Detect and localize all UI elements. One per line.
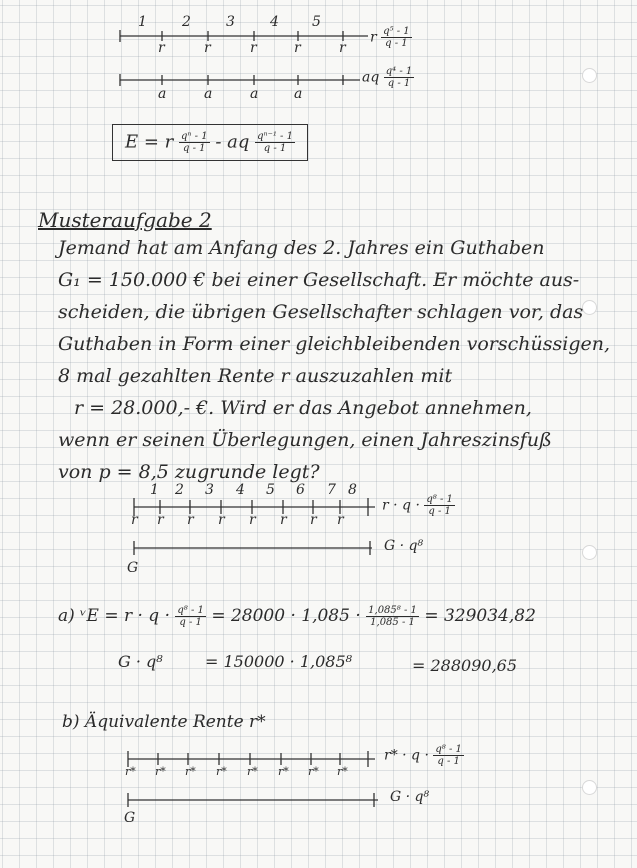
payment-label: r* xyxy=(337,765,348,778)
tick-label: 1 xyxy=(150,482,159,498)
part-a-line1: a) ᵛE = r · q · $\frac{\text{q⁸ - 1}}{q - 1}$ = 28000 · 1,085 · $\frac{\text{1,085⁸ - 1}}{1,085 - 1}$ = 329034,82 xyxy=(58,605,536,628)
tick-label: 6 xyxy=(296,482,305,498)
problem-line: G₁ = 150.000 € bei einer Gesellschaft. Er möchte aus- xyxy=(58,269,580,291)
g-start-label: G xyxy=(124,810,136,826)
payment-label: r* xyxy=(247,765,258,778)
payment-label: r xyxy=(157,512,164,528)
problem-line: 8 mal gezahlten Rente r auszuzahlen mit xyxy=(58,365,453,387)
timeline1b-end-label: aq $\frac{\text{q⁴ - 1}}{q - 1}$ xyxy=(362,66,413,89)
payment-label: r xyxy=(249,512,256,528)
problem-line: Guthaben in Form einer gleichbleibenden vorschüssigen, xyxy=(58,333,611,355)
tick-label: 3 xyxy=(205,482,214,498)
part-a-line2-left: G · q⁸ xyxy=(118,652,163,671)
payment-label: r xyxy=(280,512,287,528)
problem-line: Jemand hat am Anfang des 2. Jahres ein Guthaben xyxy=(58,237,545,259)
payment-label: r* xyxy=(185,765,196,778)
payment-label: r* xyxy=(155,765,166,778)
part-a-line2-result: = 288090,65 xyxy=(412,656,518,675)
problem-line: wenn er seinen Überlegungen, einen Jahreszinsfuß xyxy=(58,429,552,451)
payment-label: r xyxy=(250,40,257,56)
payment-label: r* xyxy=(125,765,136,778)
tick-label: 2 xyxy=(175,482,184,498)
payment-label: r* xyxy=(278,765,289,778)
timeline1-end-label: r $\frac{\text{q⁵ - 1}}{q - 1}$ xyxy=(370,26,410,49)
payment-label: r xyxy=(131,512,138,528)
problem-line: scheiden, die übrigen Gesellschafter schlagen vor, das xyxy=(58,301,584,323)
tick-label: 8 xyxy=(348,482,357,498)
payment-label: r xyxy=(158,40,165,56)
g-start-label: G xyxy=(127,560,139,576)
payment-label: r* xyxy=(216,765,227,778)
section-heading: Musteraufgabe 2 xyxy=(38,208,212,232)
tick-label: 5 xyxy=(266,482,275,498)
g-end-label: G · q⁸ xyxy=(390,789,430,805)
problem-line: r = 28.000,- €. Wird er das Angebot annehmen, xyxy=(74,397,532,419)
tick-label: 4 xyxy=(236,482,245,498)
tick-label: 1 xyxy=(138,14,147,30)
problem-line: von p = 8,5 zugrunde legt? xyxy=(58,461,320,483)
boxed-formula: E = r $\frac{\text{qⁿ - 1}}{q - 1}$ - aq $\frac{\text{qⁿ⁻¹ - 1}}{q - 1}$ xyxy=(112,124,308,161)
part-a-line2-expr: = 150000 · 1,085⁸ xyxy=(205,652,353,671)
payment-label: a xyxy=(294,86,303,102)
tick-label: 2 xyxy=(182,14,191,30)
tick-label: 7 xyxy=(327,482,336,498)
timeline2-end-label: r · q · $\frac{\text{q⁸ - 1}}{q - 1}$ xyxy=(382,494,453,517)
payment-label: a xyxy=(204,86,213,102)
payment-label: a xyxy=(250,86,259,102)
payment-label: r xyxy=(218,512,225,528)
part-b-heading: b) Äquivalente Rente r* xyxy=(62,712,266,732)
payment-label: r xyxy=(187,512,194,528)
tick-label: 5 xyxy=(312,14,321,30)
payment-label: r xyxy=(310,512,317,528)
payment-label: r xyxy=(204,40,211,56)
tick-label: 3 xyxy=(226,14,235,30)
payment-label: r xyxy=(294,40,301,56)
timeline3-end-label: r* · q · $\frac{\text{q⁸ - 1}}{q - 1}$ xyxy=(384,744,462,767)
payment-label: r* xyxy=(308,765,319,778)
tick-label: 4 xyxy=(270,14,279,30)
payment-label: r xyxy=(339,40,346,56)
payment-label: r xyxy=(337,512,344,528)
g-end-label: G · q⁸ xyxy=(384,538,424,554)
payment-label: a xyxy=(158,86,167,102)
